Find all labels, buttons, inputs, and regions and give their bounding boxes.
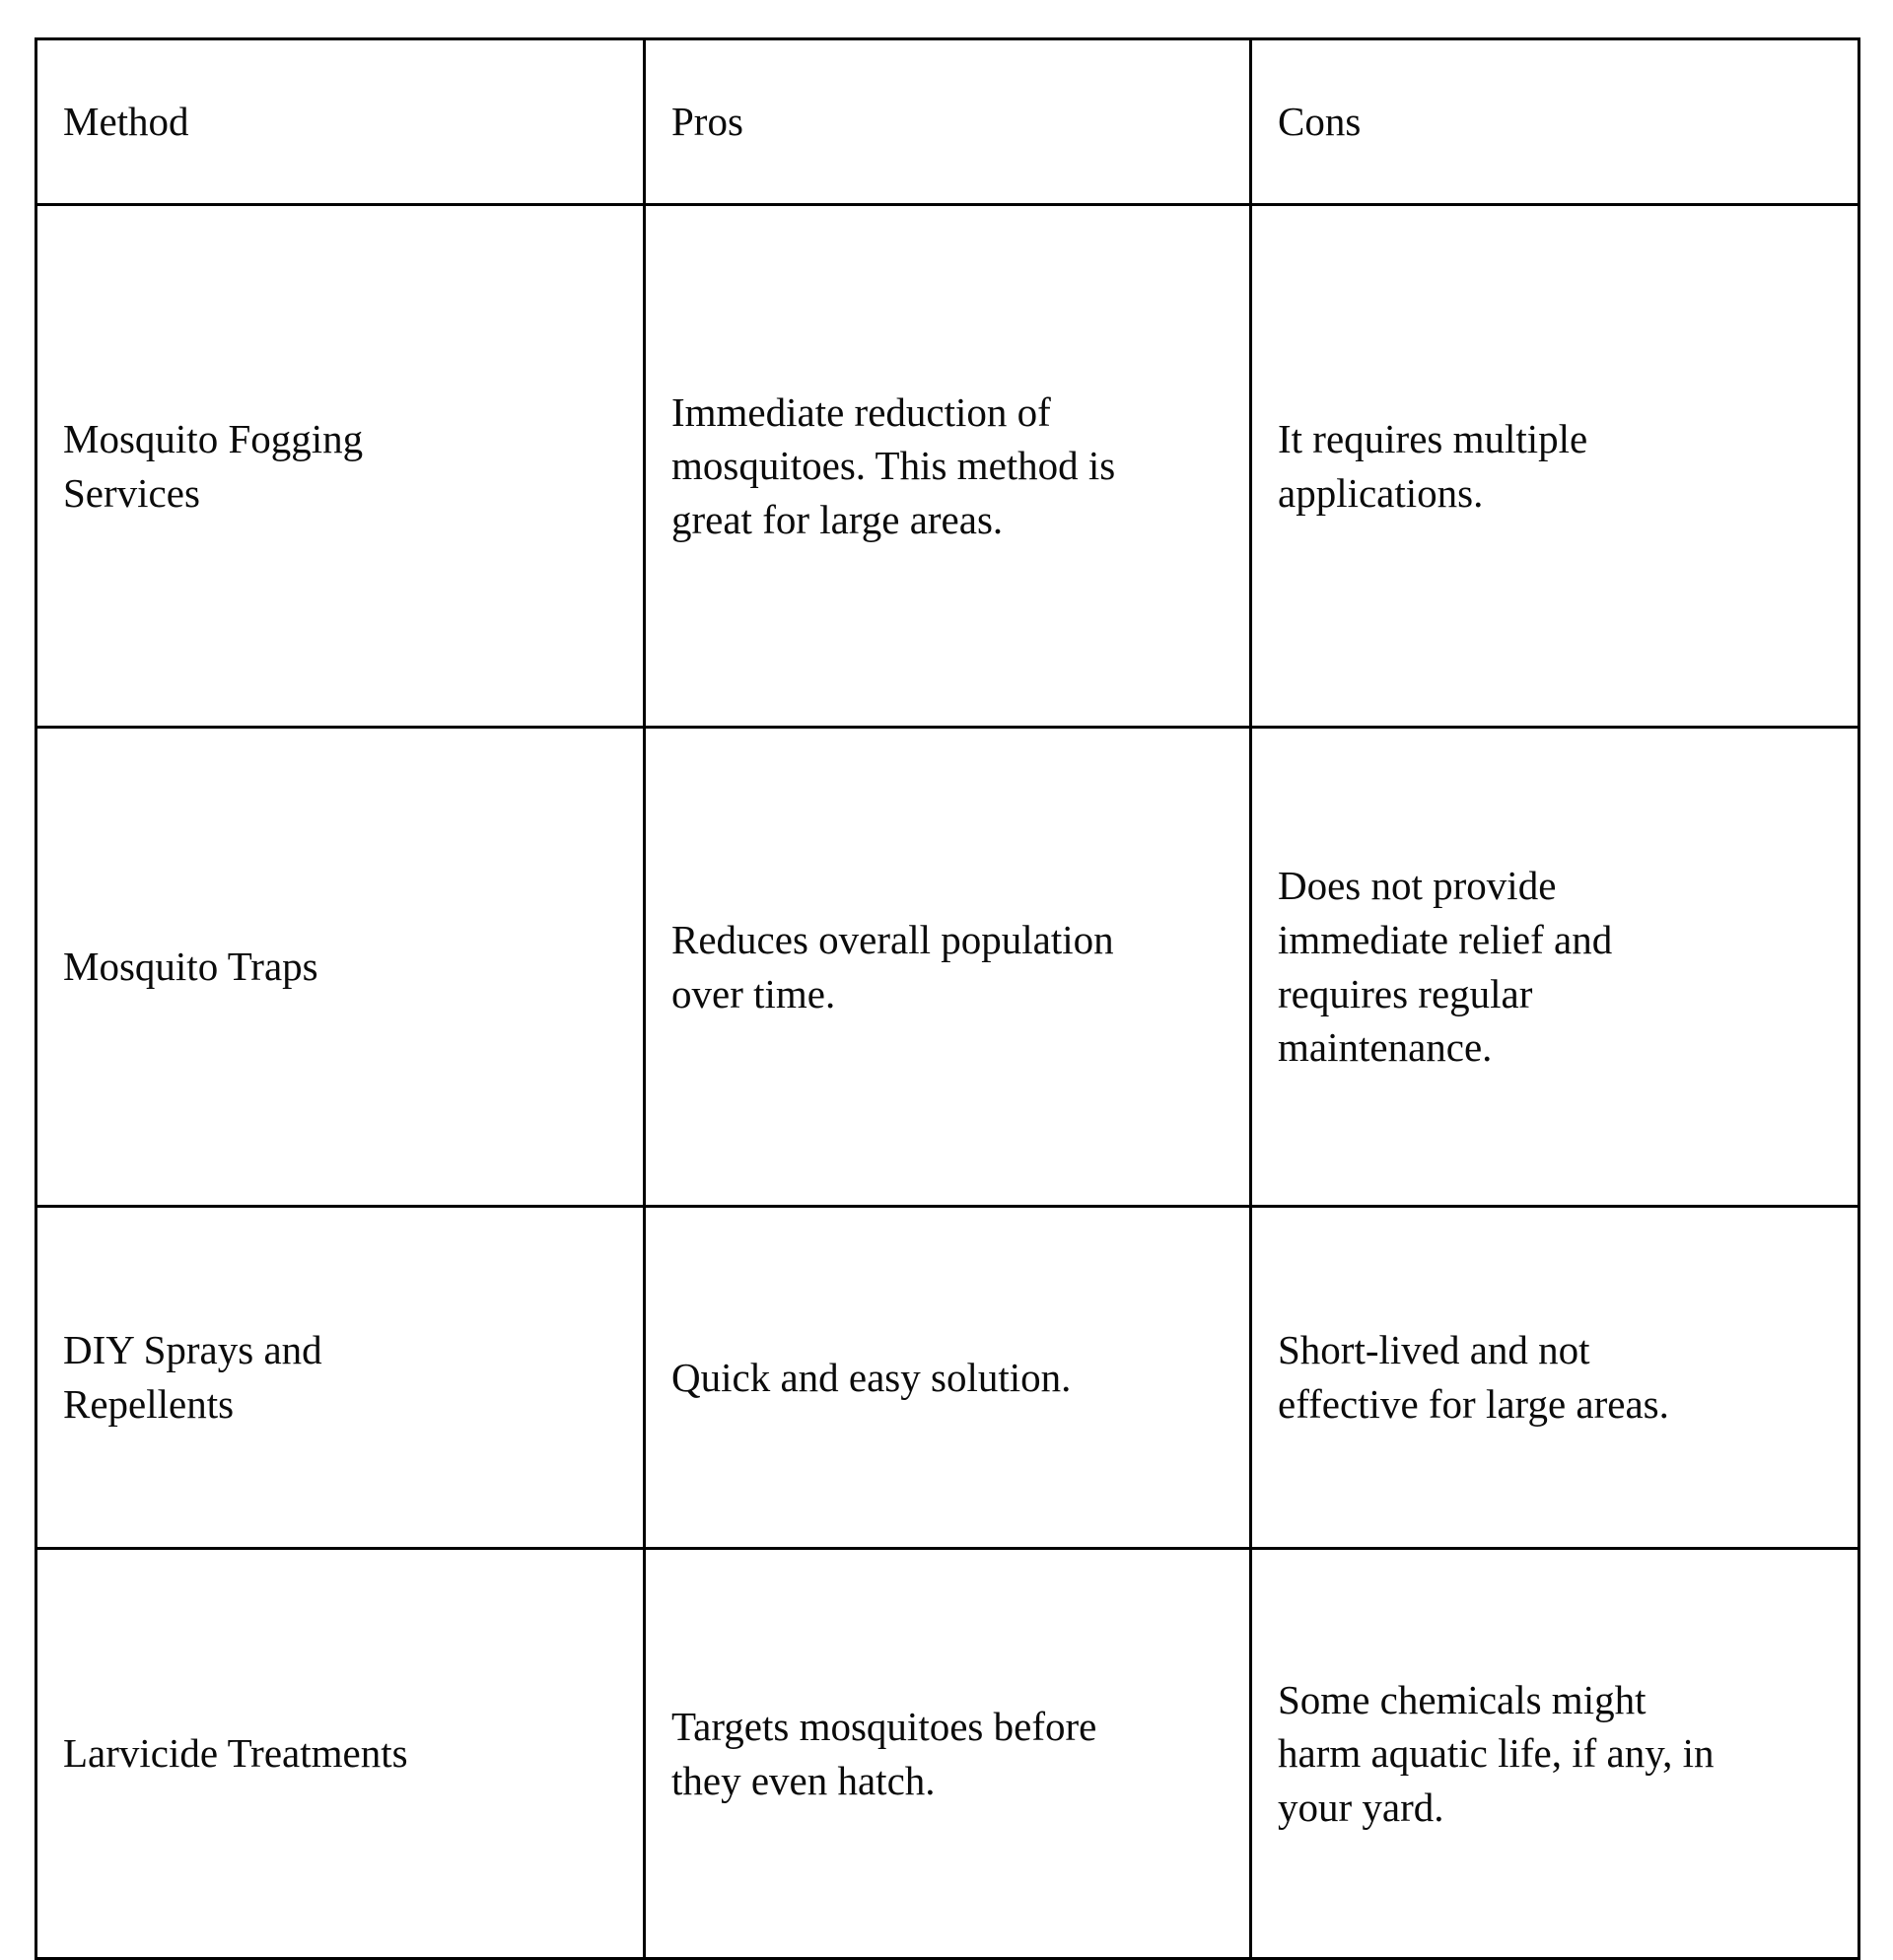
cell-cons-text: Short-lived and not effective for large areas. — [1278, 1327, 1669, 1427]
table-header-row — [36, 39, 1859, 205]
cell-cons-text: It requires multiple applications. — [1278, 415, 1588, 516]
cell-method-text: Mosquito Traps — [63, 944, 318, 990]
cell-cons — [1251, 205, 1859, 728]
table-header — [36, 39, 1859, 205]
mosquito-control-comparison-table — [35, 37, 1860, 1960]
cell-cons-text: Does not provide immediate relief and requires regular maintenance. — [1278, 863, 1613, 1071]
cell-pros-text: Quick and easy solution. — [671, 1354, 1072, 1400]
cell-cons-text: Some chemicals might harm aquatic life, if any, in your yard. — [1278, 1676, 1715, 1830]
cell-method — [36, 728, 645, 1207]
cell-method — [36, 1549, 645, 1959]
cell-cons — [1251, 1207, 1859, 1549]
column-header-pros — [645, 39, 1251, 205]
cell-method-text: DIY Sprays and Repellents — [63, 1327, 322, 1427]
column-header-method-label: Method — [63, 99, 189, 145]
cell-pros — [645, 1207, 1251, 1549]
table-row — [36, 728, 1859, 1207]
cell-method — [36, 1207, 645, 1549]
cell-pros-text: Immediate reduction of mosquitoes. This method is great for large areas. — [671, 388, 1116, 542]
cell-pros-text: Reduces overall population over time. — [671, 916, 1114, 1016]
column-header-method — [36, 39, 645, 205]
cell-cons — [1251, 1549, 1859, 1959]
cell-pros-text: Targets mosquitoes before they even hatch. — [671, 1703, 1097, 1803]
table-row — [36, 1549, 1859, 1959]
cell-pros — [645, 1549, 1251, 1959]
column-header-cons-label: Cons — [1278, 99, 1362, 145]
cell-pros — [645, 205, 1251, 728]
cell-cons — [1251, 728, 1859, 1207]
cell-method — [36, 205, 645, 728]
table-body — [36, 205, 1859, 1959]
cell-method-text: Mosquito Fogging Services — [63, 415, 364, 516]
table-row — [36, 1207, 1859, 1549]
column-header-cons — [1251, 39, 1859, 205]
column-header-pros-label: Pros — [671, 99, 743, 145]
table-row — [36, 205, 1859, 728]
cell-method-text: Larvicide Treatments — [63, 1730, 408, 1777]
cell-pros — [645, 728, 1251, 1207]
